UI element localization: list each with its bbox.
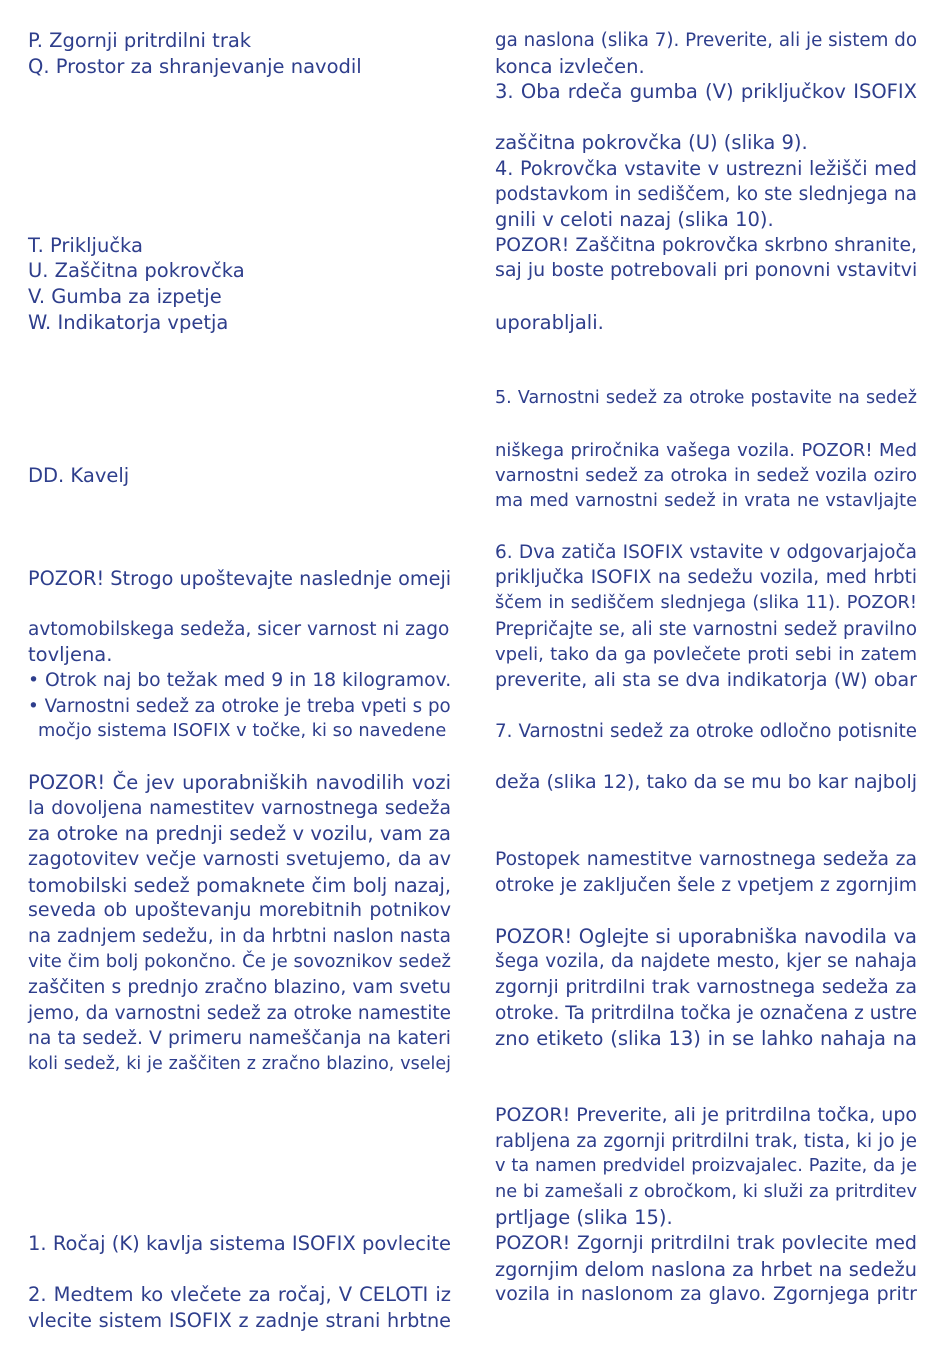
bullet-isofix-cont: močjo sistema ISOFIX v točke, ki so navedene: [38, 721, 447, 742]
paragraph-line: zaščitna pokrovčka (U) (slika 9).: [495, 131, 808, 155]
paragraph-line: vpeli, tako da ga povlečete proti sebi in zatem: [495, 644, 917, 666]
legend-item-p: P. Zgornji pritrdilni trak: [28, 29, 252, 52]
right-column: [495, 28, 917, 1308]
bullet-isofix: • Varnostni sedež za otroke je treba vpeti s po: [28, 695, 451, 717]
legend-item-w: W. Indikatorja vpetja: [28, 310, 229, 334]
warning-restrictions-cont: avtomobilskega sedeža, sicer varnost ni zago: [28, 618, 450, 640]
paragraph-line: zgornji pritrdilni trak varnostnega sedeža za: [495, 975, 917, 998]
step-1: 1. Ročaj (K) kavlja sistema ISOFIX povlecite: [28, 1232, 451, 1256]
step-2-cont: vlecite sistem ISOFIX z zadnje strani hrbtne: [28, 1308, 451, 1332]
paragraph-line: gnili v celoti nazaj (slika 10).: [495, 208, 774, 232]
paragraph-line: varnostni sedež za otroka in sedež vozila oziro: [495, 465, 917, 487]
paragraph-line: niškega priročnika vašega vozila. POZOR! Med: [495, 439, 917, 461]
paragraph-line: na zadnjem sedežu, in da hrbtni naslon nasta: [28, 925, 451, 947]
paragraph-line: zaščiten s prednjo zračno blazino, vam svetu: [28, 977, 451, 999]
paragraph-line: ščem in sediščem slednjega (slika 11). POZOR!: [495, 593, 917, 614]
warning-restrictions-end: tovljena.: [28, 643, 113, 667]
legend-item-v: V. Gumba za izpetje: [28, 284, 222, 308]
paragraph-line: tomobilski sedež pomaknete čim bolj nazaj,: [28, 873, 451, 897]
warning-restrictions: POZOR! Strogo upoštevajte naslednje omeji: [28, 566, 452, 590]
step-4: 4. Pokrovčka vstavite v ustrezni ležišči med: [495, 156, 917, 180]
paragraph-line: priključka ISOFIX na sedežu vozila, med hrbti: [495, 567, 917, 589]
legend-item-q: Q. Prostor za shranjevanje navodil: [28, 54, 362, 78]
bullet-weight: • Otrok naj bo težak med 9 in 18 kilogramov.: [28, 669, 452, 691]
paragraph-line: zno etiketo (slika 13) in se lahko nahaja na: [495, 1027, 917, 1051]
paragraph-line: preverite, ali sta se dva indikatorja (W) obar: [495, 668, 917, 691]
paragraph-line: la dovoljena namestitev varnostnega sedeža: [28, 797, 451, 819]
paragraph-line: deža (slika 12), tako da se mu bo kar najbolj: [495, 771, 917, 794]
paragraph-line: saj ju boste potrebovali pri ponovni vstavitvi: [495, 259, 918, 282]
paragraph-line: jemo, da varnostni sedež za otroke namestite: [28, 1002, 452, 1024]
paragraph-line: za otroke na prednji sedež v vozilu, vam za: [28, 822, 451, 846]
paragraph-line: zagotovitev večje varnosti svetujemo, da av: [28, 848, 451, 871]
warning-strap-routing: POZOR! Zgornji pritrdilni trak povlecite med: [495, 1231, 917, 1254]
paragraph-line: zgornjim delom naslona za hrbet na sedežu: [495, 1257, 917, 1281]
legend-item-t: T. Priključka: [28, 233, 143, 257]
paragraph-line: Postopek namestitve varnostnega sedeža za: [495, 849, 917, 870]
paragraph-line: v ta namen predvidel proizvajalec. Pazite, da je: [495, 1156, 917, 1177]
paragraph-line: konca izvlečen.: [495, 54, 645, 78]
legend-item-u: U. Zaščitna pokrovčka: [28, 259, 245, 283]
warning-anchor-point: POZOR! Preverite, ali je pritrdilna točka, upo: [495, 1103, 917, 1126]
warning-covers: POZOR! Zaščitna pokrovčka skrbno shranite,: [495, 234, 917, 256]
paragraph-line: POZOR! Če jev uporabniških navodilih vozi: [28, 771, 451, 795]
paragraph-line: otroke je zaključen šele z vpetjem z zgornjim: [495, 874, 917, 896]
paragraph-line: ne bi zamešali z obročkom, ki služi za pritrditev: [495, 1181, 917, 1202]
paragraph-line: vite čim bolj pokončno. Če je sovoznikov sedež: [28, 951, 451, 973]
paragraph-line: vozila in naslonom za glavo. Zgornjega pritr: [495, 1283, 917, 1306]
paragraph-line: ma med varnostni sedež in vrata ne vstavljajte: [495, 490, 917, 511]
paragraph-line: podstavkom in sediščem, ko ste slednjega na: [495, 183, 917, 205]
paragraph-line: prtljage (slika 15).: [495, 1206, 673, 1230]
step-5: 5. Varnostni sedež za otroke postavite na sedež: [495, 388, 917, 409]
paragraph-line: na ta sedež. V primeru nameščanja na kateri: [28, 1028, 451, 1050]
paragraph-line: seveda ob upoštevanju morebitnih potnikov: [28, 899, 451, 922]
warning-top-tether: POZOR! Oglejte si uporabniška navodila va: [495, 924, 917, 948]
step-7: 7. Varnostni sedež za otroke odločno potisnite: [495, 721, 917, 743]
step-3: 3. Oba rdeča gumba (V) priključkov ISOFIX: [495, 80, 917, 104]
paragraph-line: rabljena za zgornji pritrdilni trak, tista, ki jo je: [495, 1130, 917, 1152]
paragraph-line: ga naslona (slika 7). Preverite, ali je sistem do: [495, 30, 917, 51]
step-6: 6. Dva zatiča ISOFIX vstavite v odgovarjajoča: [495, 541, 917, 563]
legend-item-dd: DD. Kavelj: [28, 464, 130, 488]
paragraph-line: Prepričajte se, ali ste varnostni sedež pravilno: [495, 618, 917, 640]
step-2: 2. Medtem ko vlečete za ročaj, V CELOTI iz: [28, 1283, 451, 1307]
left-column: [28, 28, 451, 1333]
warning-front-seat: [28, 770, 451, 1077]
paragraph-line: otroke. Ta pritrdilna točka je označena z ustre: [495, 1002, 917, 1024]
paragraph-line: uporabljali.: [495, 310, 604, 334]
paragraph-line: koli sedež, ki je zaščiten z zračno blazino, vselej: [28, 1053, 451, 1074]
paragraph-line: šega vozila, da najdete mesto, kjer se nahaja: [495, 951, 917, 973]
